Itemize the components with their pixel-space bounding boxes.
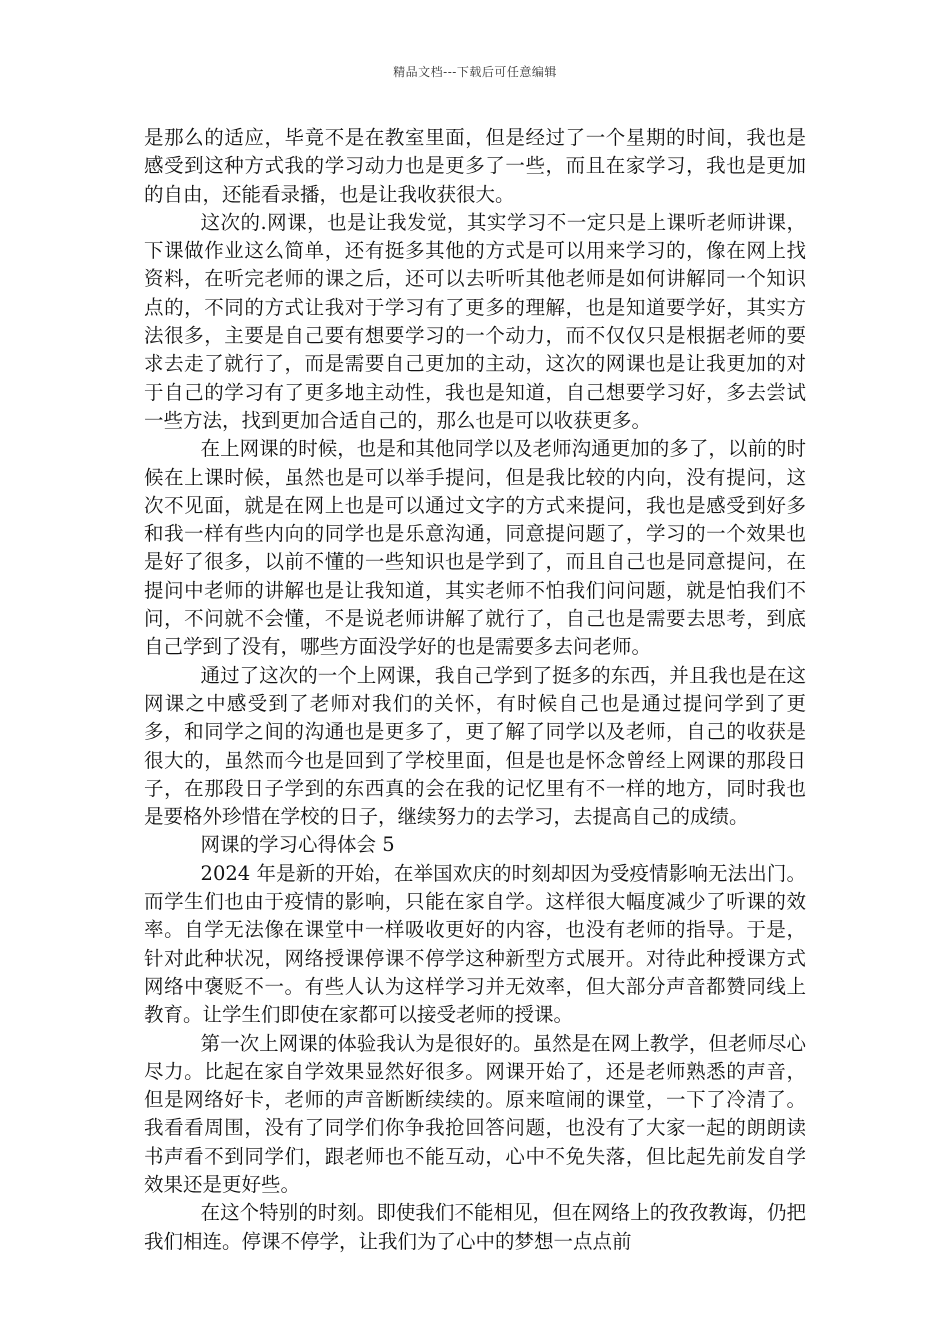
paragraph-1: 是那么的适应，毕竟不是在教室里面，但是经过了一个星期的时间，我也是感受到这种方式我的学习动力也是更多了一些，而且在家学习，我也是更加的自由，还能看录播，也是让我收获很大。 bbox=[144, 126, 806, 206]
document-body bbox=[144, 124, 806, 1256]
paragraph-5: 2024 年是新的开始，在举国欢庆的时刻却因为受疫情影响无法出门。而学生们也由于疫情的影响，只能在家自学。这样很大幅度减少了听课的效率。自学无法像在课堂中一样吸收更好的内容，也没有老师的指导。于是，针对此种状况，网络授课停课不停学这种新型方式展开。对待此种授课方式网络中褒贬不一。有些人认为这样学习并无效率，但大部分声音都赞同线上教育。让学生们即使在家都可以接受老师的授课。 bbox=[144, 861, 806, 1027]
paragraph-2: 这次的.网课，也是让我发觉，其实学习不一定只是上课听老师讲课，下课做作业这么简单，还有挺多其他的方式是可以用来学习的，像在网上找资料，在听完老师的课之后，还可以去听听其他老师是如何讲解同一个知识点的，不同的方式让我对于学习有了更多的理解，也是知道要学好，其实方法很多，主要是自己要有想要学习的一个动力，而不仅仅只是根据老师的要求去走了就行了，而是需要自己更加的主动，这次的网课也是让我更加的对于自己的学习有了更多地主动性，我也是知道，自己想要学习好，多去尝试一些方法，找到更加合适自己的，那么也是可以收获更多。 bbox=[144, 210, 806, 432]
section-heading: 网课的学习心得体会 5 bbox=[200, 833, 395, 857]
page-header: 精品文档---下载后可任意编辑 bbox=[393, 65, 557, 79]
paragraph-3: 在上网课的时候，也是和其他同学以及老师沟通更加的多了，以前的时候在上课时候，虽然也是可以举手提问，但是我比较的内向，没有提问，这次不见面，就是在网上也是可以通过文字的方式来提问，我也是感受到好多和我一样有些内向的同学也是乐意沟通，同意提问题了，学习的一个效果也是好了很多，以前不懂的一些知识也是学到了，而且自己也是同意提问，在提问中老师的讲解也是让我知道，其实老师不怕我们问问题，就是怕我们不问，不问就不会懂，不是说老师讲解了就行了，自己也是需要去思考，到底自己学到了没有，哪些方面没学好的也是需要多去问老师。 bbox=[144, 437, 806, 659]
paragraph-7: 在这个特别的时刻。即使我们不能相见，但在网络上的孜孜教诲，仍把我们相连。停课不停学，让我们为了心中的梦想一点点前 bbox=[144, 1201, 806, 1253]
paragraph-6: 第一次上网课的体验我认为是很好的。虽然是在网上教学，但老师尽心尽力。比起在家自学效果显然好很多。网课开始了，还是老师熟悉的声音，但是网络好卡，老师的声音断断续续的。原来喧闹的课堂，一下了冷清了。我看看周围，没有了同学们你争我抢回答问题，也没有了大家一起的朗朗读书声看不到同学们，跟老师也不能互动，心中不免失落，但比起先前发自学效果还是更好些。 bbox=[144, 1031, 806, 1196]
paragraph-4: 通过了这次的一个上网课，我自己学到了挺多的东西，并且我也是在这网课之中感受到了老师对我们的关怀，有时候自己也是通过提问学到了更多，和同学之间的沟通也是更多了，更了解了同学以及老师，自己的收获是很大的，虽然而今也是回到了学校里面，但是也是怀念曾经上网课的那段日子，在那段日子学到的东西真的会在我的记忆里有不一样的地方，同时我也是要格外珍惜在学校的日子，继续努力的去学习，去提高自己的成绩。 bbox=[144, 663, 806, 829]
